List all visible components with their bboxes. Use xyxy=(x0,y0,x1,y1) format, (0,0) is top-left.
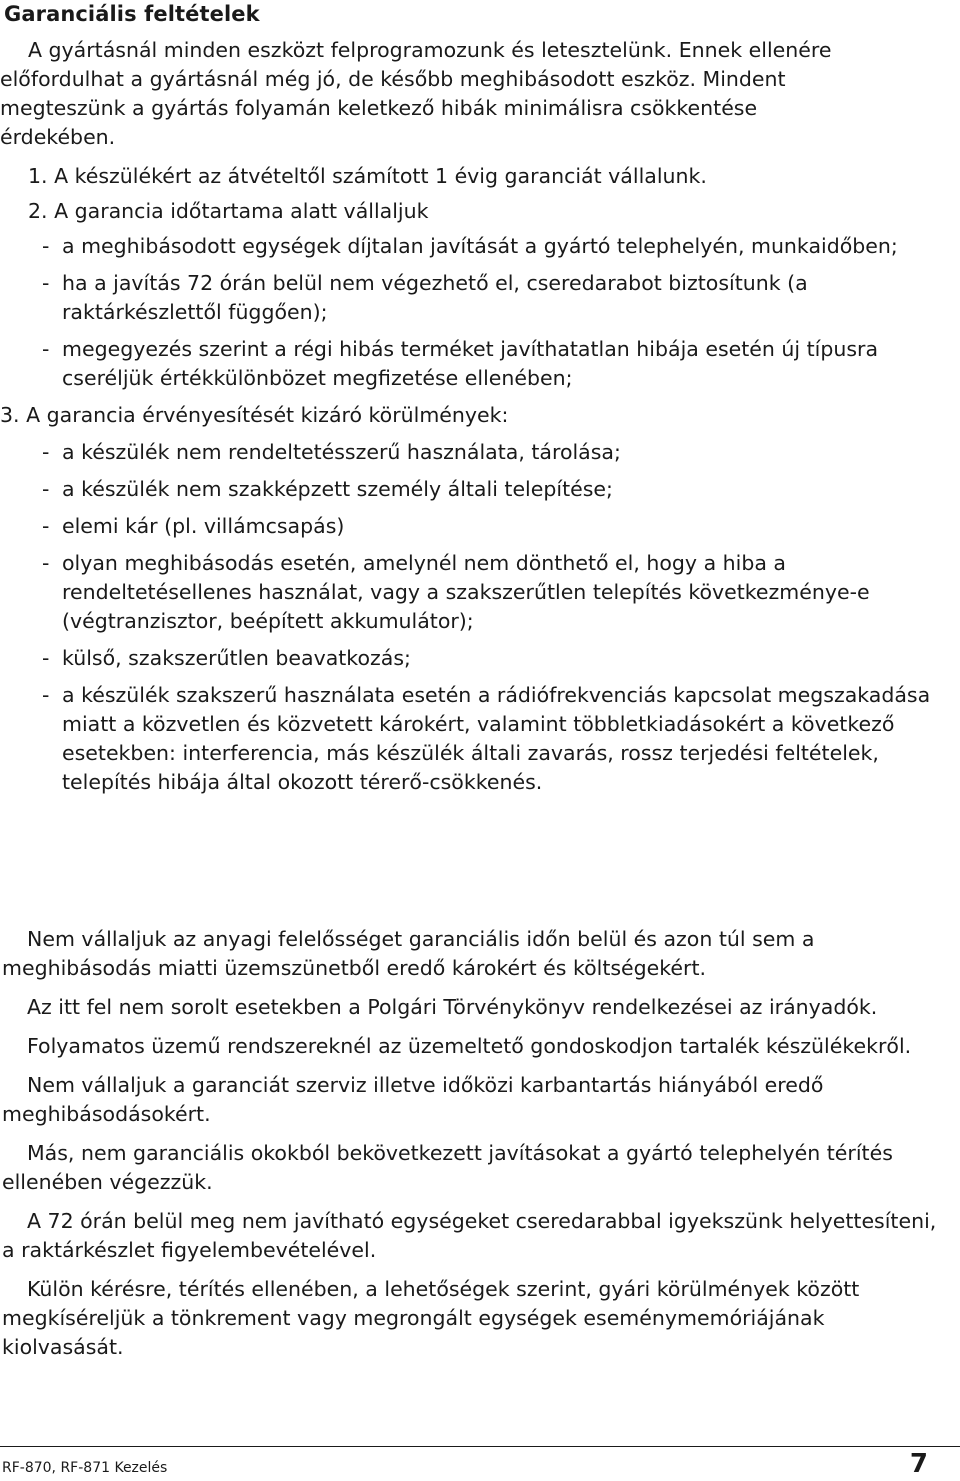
dash-bullet: - xyxy=(42,234,50,258)
list-item-text: a készülék nem rendeltetésszerű használata, tárolása; xyxy=(62,440,621,464)
page-number: 7 xyxy=(909,1449,928,1479)
list-item xyxy=(28,644,938,673)
dash-bullet: - xyxy=(42,683,50,707)
dash-bullet: - xyxy=(42,440,50,464)
warranty-conditions-section xyxy=(0,36,938,805)
paragraph: Más, nem garanciális okokból bekövetkezett javításokat a gyártó telephelyén térítés ellenében végezzük. xyxy=(2,1141,893,1194)
paragraph: A 72 órán belül meg nem javítható egységeket cseredarabbal igyekszünk helyettesíteni, a raktárkészlet figyelembevételével. xyxy=(2,1209,937,1262)
intro-paragraph xyxy=(0,36,938,152)
dash-bullet: - xyxy=(42,271,50,295)
numbered-item-3: 3. A garancia érvényesítését kizáró körülmények: xyxy=(0,403,509,427)
paragraph: Az itt fel nem sorolt esetekben a Polgári Törvénykönyv rendelkezései az irányadók. xyxy=(27,995,878,1019)
list-item-text: külső, szakszerűtlen beavatkozás; xyxy=(62,646,411,670)
dash-bullet: - xyxy=(42,551,50,575)
list-item xyxy=(28,438,938,467)
list-item-text: a készülék szakszerű használata esetén a rádiófrekvenciás kapcsolat megszakadása miatt a közvetlen és közvetett károkért, valamint többletkiadásokért a következő esetekben: interferencia, más készülék általi zavarás, rossz terjedési feltételek, telepítés hibája által okozott térerő-csökkenés. xyxy=(62,683,931,794)
page-title: Garanciális feltételek xyxy=(4,2,260,26)
dash-bullet: - xyxy=(42,514,50,538)
list-item-text: olyan meghibásodás esetén, amelynél nem dönthető el, hogy a hiba a rendeltetésellenes használat, vagy a szakszerűtlen telepítés következménye-e (végtranzisztor, beépített akkumulátor); xyxy=(62,551,870,633)
intro-line: megteszünk a gyártás folyamán keletkező hibák minimálisra csökkentése xyxy=(0,96,758,120)
list-item-text: a készülék nem szakképzett személy általi telepítése; xyxy=(62,477,613,501)
paragraph: Külön kérésre, térítés ellenében, a lehetőségek szerint, gyári körülmények között megkíséreljük a tönkrement vagy megrongált egységek eseménymemóriájának kiolvasását. xyxy=(2,1277,860,1359)
list-item xyxy=(28,512,938,541)
additional-terms-section xyxy=(2,925,942,1372)
list-item xyxy=(28,681,938,797)
list-item xyxy=(28,232,938,261)
list-item xyxy=(28,475,938,504)
dash-bullet: - xyxy=(42,337,50,361)
numbered-item-2: 2. A garancia időtartama alatt vállaljuk xyxy=(28,199,429,223)
paragraph: Folyamatos üzemű rendszereknél az üzemeltető gondoskodjon tartalék készülékekről. xyxy=(27,1034,912,1058)
list-item-text: megegyezés szerint a régi hibás terméket javíthatatlan hibája esetén új típusra cseréljük értékkülönbözet megfizetése ellenében; xyxy=(62,337,879,390)
footer-document-title: RF-870, RF-871 Kezelés xyxy=(2,1460,168,1476)
dash-bullet: - xyxy=(42,477,50,501)
dash-bullet: - xyxy=(42,646,50,670)
list-item-text: elemi kár (pl. villámcsapás) xyxy=(62,514,345,538)
intro-line: érdekében. xyxy=(0,125,116,149)
list-item xyxy=(28,335,938,393)
list-item-text: ha a javítás 72 órán belül nem végezhető el, cseredarabot biztosítunk (a raktárkészlettől függően); xyxy=(62,271,808,324)
list-item-text: a meghibásodott egységek díjtalan javítását a gyártó telephelyén, munkaidőben; xyxy=(62,234,898,258)
footer-divider xyxy=(0,1446,960,1447)
paragraph: Nem vállaljuk a garanciát szerviz illetve időközi karbantartás hiányából eredő meghibásodásokért. xyxy=(2,1073,824,1126)
intro-line: előfordulhat a gyártásnál még jó, de később meghibásodott eszköz. Mindent xyxy=(0,67,786,91)
paragraph: Nem vállaljuk az anyagi felelősséget garanciális időn belül és azon túl sem a meghibásodás miatti üzemszünetből eredő károkért és költségekért. xyxy=(2,927,815,980)
intro-line: A gyártásnál minden eszközt felprogramozunk és letesztelünk. Ennek ellenére xyxy=(28,38,832,62)
list-item xyxy=(28,269,938,327)
list-item xyxy=(28,549,938,636)
numbered-item-1: 1. A készülékért az átvételtől számított 1 évig garanciát vállalunk. xyxy=(28,164,707,188)
